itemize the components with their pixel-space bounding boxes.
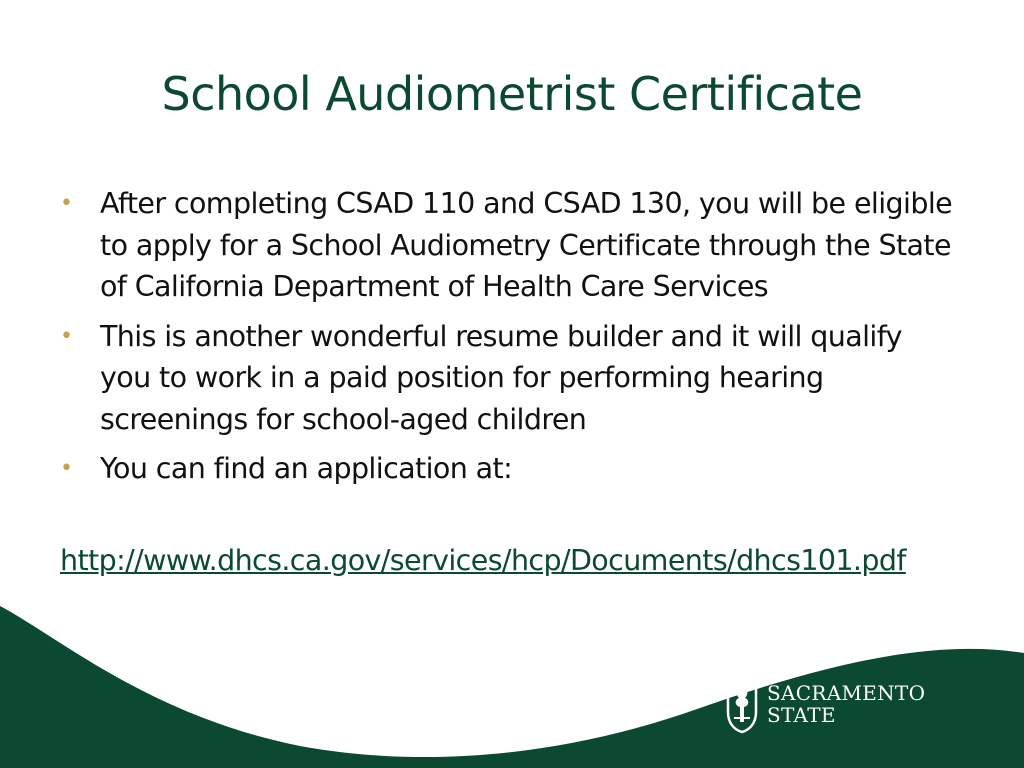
bullet-item <box>60 183 960 308</box>
bullet-item <box>60 316 960 441</box>
bullet-dot-icon: • <box>60 323 73 349</box>
bullet-dot-icon: • <box>60 456 73 481</box>
bullet-item <box>60 448 960 490</box>
sac-state-tree-icon <box>725 672 759 734</box>
bullet-text: This is another wonderful resume builder and it will qualify you to work in a paid position for performing hearing screenings for school-aged children <box>100 319 902 436</box>
bullet-text: After completing CSAD 110 and CSAD 130, you will be eligible to apply for a School Audiometry Certificate through the State of California Department of Health Care Services <box>100 187 953 303</box>
application-link[interactable]: http://www.dhcs.ca.gov/services/hcp/Documents/dhcs101.pdf <box>60 544 906 577</box>
sacramento-state-logo <box>725 672 935 734</box>
bullet-text: You can find an application at: <box>100 452 513 485</box>
logo-line-2: STATE <box>767 703 836 727</box>
bullet-dot-icon: • <box>60 191 73 216</box>
logo-line-1: SACRAMENTO <box>767 681 926 705</box>
logo-wordmark <box>767 682 925 726</box>
slide-title: School Audiometrist Certificate <box>161 67 863 121</box>
bullet-list <box>60 183 960 498</box>
